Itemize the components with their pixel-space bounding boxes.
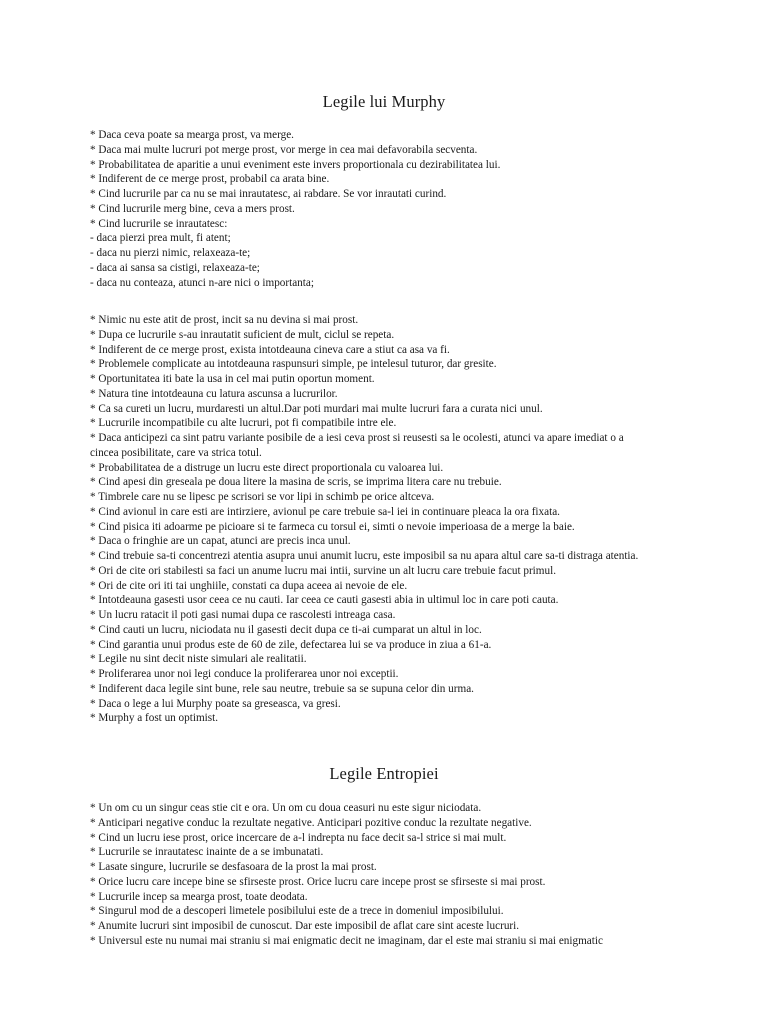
murphy-laws-list-part1	[90, 128, 650, 290]
section-title-murphy: Legile lui Murphy	[322, 92, 446, 111]
list-item: * Daca ceva poate sa mearga prost, va merge.	[90, 129, 294, 141]
list-item: * Daca o fringhie are un capat, atunci are precis inca unul.	[90, 535, 351, 548]
list-item: * Timbrele care nu se lipesc pe scrisori se vor lipi in schimb pe orice altceva.	[90, 491, 435, 503]
list-item: * Legile nu sint decit niste simulari ale realitatii.	[90, 653, 307, 666]
list-item: * Lucrurile se inrautatesc inainte de a se imbunatati.	[90, 846, 324, 859]
list-item: * Oportunitatea iti bate la usa in cel mai putin oportun moment.	[90, 373, 375, 385]
list-item: * Lucrurile incompatibile cu alte lucruri, pot fi compatibile intre ele.	[90, 417, 397, 430]
list-item: * Cind un lucru iese prost, orice incercare de a-l indrepta nu face decit sa-l strice si mai mult.	[90, 831, 507, 844]
list-item: * Proliferarea unor noi legi conduce la proliferarea unor noi exceptii.	[90, 668, 399, 680]
list-item: * Cind lucrurile par ca nu se mai inrautatesc, ai rabdare. Se vor inrautati curind.	[90, 188, 447, 200]
list-item: - daca nu pierzi nimic, relaxeaza-te;	[90, 247, 251, 259]
list-item: * Lasate singure, lucrurile se desfasoara de la prost la mai prost.	[90, 861, 377, 873]
list-item: - daca pierzi prea mult, fi atent;	[90, 232, 231, 245]
list-item: * Probabilitatea de aparitie a unui eveniment este invers proportionala cu dezirabilitatea lui.	[90, 158, 501, 171]
list-item: * Cind avionul in care esti are intirziere, avionul pe care trebuie sa-l iei in continuare pleaca la ora fixata.	[90, 505, 560, 518]
list-item: * Daca anticipezi ca sint patru variante posibile de a iesi ceva prost si reusesti sa le ocolesti, atunci va apare imediat o a cincea posibilitate, care va strica totul.	[90, 432, 624, 459]
list-item: * Universul este nu numai mai straniu si mai enigmatic decit ne imaginam, dar el este mai straniu si mai enigmatic	[90, 934, 603, 947]
murphy-laws-list-part2	[90, 313, 650, 726]
list-item: * Lucrurile incep sa mearga prost, toate deodata.	[90, 890, 308, 903]
list-item: * Intotdeauna gasesti usor ceea ce nu cauti. Iar ceea ce cauti gasesti abia in ultimul loc in care poti cauta.	[90, 594, 559, 607]
list-item: - daca nu conteaza, atunci n-are nici o importanta;	[90, 276, 314, 289]
list-item: * Un om cu un singur ceas stie cit e ora. Un om cu doua ceasuri nu este sigur niciodata.	[90, 802, 482, 814]
list-item: * Anumite lucruri sint imposibil de cunoscut. Dar este imposibil de aflat care sint aceste lucruri.	[90, 920, 520, 932]
list-item: * Indiferent de ce merge prost, probabil ca arata bine.	[90, 173, 330, 186]
list-item: * Indiferent de ce merge prost, exista intotdeauna cineva care a stiut ca asa va fi.	[90, 343, 450, 356]
list-item: * Cind garantia unui produs este de 60 de zile, defectarea lui se va produce in ziua a 61-a.	[90, 638, 492, 651]
list-item: * Orice lucru care incepe bine se sfirseste prost. Orice lucru care incepe prost se sfirseste si mai prost.	[90, 875, 546, 888]
list-item: * Murphy a fost un optimist.	[90, 712, 219, 725]
list-item: * Cind trebuie sa-ti concentrezi atentia asupra unui anumit lucru, este imposibil sa nu apara altul care sa-ti distraga atentia.	[90, 550, 639, 562]
list-item: * Natura tine intotdeauna cu latura ascunsa a lucrurilor.	[90, 387, 338, 400]
section-title-entropy: Legile Entropiei	[329, 764, 439, 783]
list-item: * Cind lucrurile se inrautatesc:	[90, 217, 228, 230]
list-item: * Ori de cite ori stabilesti sa faci un anume lucru mai intii, survine un alt lucru care trebuie facut primul.	[90, 564, 556, 577]
list-item: * Probabilitatea de a distruge un lucru este direct proportionala cu valoarea lui.	[90, 461, 444, 474]
list-item: * Problemele complicate au intotdeauna raspunsuri simple, pe intelesul tuturor, dar gresite.	[90, 358, 497, 371]
list-item: * Ori de cite ori iti tai unghiile, constati ca dupa aceea ai nevoie de ele.	[90, 579, 408, 592]
list-item: * Anticipari negative conduc la rezultate negative. Anticipari pozitive conduc la rezultate negative.	[90, 816, 532, 829]
list-item: * Daca mai multe lucruri pot merge prost, vor merge in cea mai defavorabila secventa.	[90, 143, 478, 156]
list-item: * Cind apesi din greseala pe doua litere la masina de scris, se imprima litera care nu trebuie.	[90, 476, 502, 489]
list-item: * Daca o lege a lui Murphy poate sa greseasca, va gresi.	[90, 697, 341, 710]
list-item: * Cind pisica iti adoarme pe picioare si te farmeca cu torsul ei, simti o nevoie imperioasa de a merge la baie.	[90, 520, 575, 533]
entropy-laws-list	[90, 801, 650, 949]
list-item: * Indiferent daca legile sint bune, rele sau neutre, trebuie sa se supuna celor din urma.	[90, 682, 474, 695]
list-item: * Singurul mod de a descoperi limetele posibilului este de a trece in domeniul imposibilului.	[90, 905, 504, 918]
list-item: * Cind lucrurile merg bine, ceva a mers prost.	[90, 202, 295, 215]
list-item: * Ca sa cureti un lucru, murdaresti un altul.Dar poti murdari mai multe lucruri fara a curata nici unul.	[90, 402, 543, 415]
list-item: * Dupa ce lucrurile s-au inrautatit suficient de mult, ciclul se repeta.	[90, 328, 395, 341]
list-item: * Un lucru ratacit il poti gasi numai dupa ce rascolesti intreaga casa.	[90, 609, 396, 621]
list-item: * Nimic nu este atit de prost, incit sa nu devina si mai prost.	[90, 314, 359, 326]
list-item: * Cind cauti un lucru, niciodata nu il gasesti decit dupa ce ti-ai cumparat un altul in loc.	[90, 623, 482, 636]
list-item: - daca ai sansa sa cistigi, relaxeaza-te;	[90, 261, 260, 274]
